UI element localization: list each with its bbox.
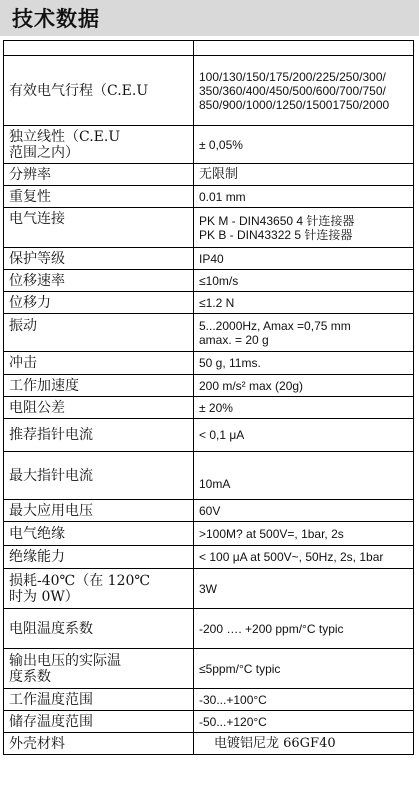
spec-value: PK M - DIN43650 4 针连接器 PK B - DIN43322 5 针连接器 <box>194 208 414 248</box>
spec-value: 60V <box>194 500 414 522</box>
spec-value: ≤10m/s <box>194 270 414 292</box>
spec-label: 保护等级 <box>4 248 194 270</box>
spec-value <box>194 41 414 56</box>
spec-value: IP40 <box>194 248 414 270</box>
spec-value: ± 0,05% <box>194 126 414 164</box>
table-row <box>4 314 414 352</box>
spec-label: 位移速率 <box>4 270 194 292</box>
table-row <box>4 352 414 375</box>
spec-label: 损耗-40℃（在 120℃ 时为 0W） <box>4 569 194 609</box>
spec-value: ± 20% <box>194 397 414 419</box>
spec-label: 外壳材料 <box>4 733 194 755</box>
table-row <box>4 375 414 397</box>
table-row <box>4 292 414 314</box>
spec-label: 最大指针电流 <box>4 452 194 500</box>
spec-value: < 100 μA at 500V~, 50Hz, 2s, 1bar <box>194 546 414 569</box>
spec-label: 最大应用电压 <box>4 500 194 522</box>
spec-label: 振动 <box>4 314 194 352</box>
spec-value: 100/130/150/175/200/225/250/300/ 350/360/400/450/500/600/700/750/ 850/900/1000/1250/15001750/2000 <box>194 56 414 126</box>
table-row <box>4 270 414 292</box>
table-row <box>4 522 414 546</box>
spec-value: 3W <box>194 569 414 609</box>
table-row <box>4 569 414 609</box>
spec-label: 分辨率 <box>4 164 194 186</box>
spec-value: 0.01 mm <box>194 186 414 208</box>
spec-label: 重复性 <box>4 186 194 208</box>
table-row <box>4 186 414 208</box>
spec-value: >100M? at 500V=, 1bar, 2s <box>194 522 414 546</box>
table-row <box>4 609 414 649</box>
table-row <box>4 452 414 500</box>
spec-label: 工作温度范围 <box>4 689 194 711</box>
table-row <box>4 711 414 733</box>
spec-value: 200 m/s² max (20g) <box>194 375 414 397</box>
spec-label: 推荐指针电流 <box>4 419 194 452</box>
spec-value: 5...2000Hz, Amax =0,75 mm amax. = 20 g <box>194 314 414 352</box>
spec-label: 电气连接 <box>4 208 194 248</box>
table-row <box>4 689 414 711</box>
table-row <box>4 419 414 452</box>
spec-value: -50...+120°C <box>194 711 414 733</box>
spec-label: 位移力 <box>4 292 194 314</box>
spec-value: < 0,1 μA <box>194 419 414 452</box>
table-row <box>4 56 414 126</box>
spec-label <box>4 41 194 56</box>
table-row <box>4 41 414 56</box>
table-row <box>4 164 414 186</box>
spec-label: 电阻温度系数 <box>4 609 194 649</box>
spec-label: 电气绝缘 <box>4 522 194 546</box>
spec-value: -200 …. +200 ppm/°C typic <box>194 609 414 649</box>
spec-value: 无限制 <box>194 164 414 186</box>
spec-label: 冲击 <box>4 352 194 375</box>
section-header <box>0 0 419 36</box>
spec-label: 有效电气行程（C.E.U <box>4 56 194 126</box>
spec-label: 工作加速度 <box>4 375 194 397</box>
spec-label: 绝缘能力 <box>4 546 194 569</box>
spec-value: 50 g, 11ms. <box>194 352 414 375</box>
table-row <box>4 208 414 248</box>
spec-label: 独立线性（C.E.U 范围之内） <box>4 126 194 164</box>
table-row <box>4 126 414 164</box>
spec-value: 10mA <box>194 452 414 500</box>
spec-value: ≤5ppm/°C typic <box>194 649 414 689</box>
spec-value: 电镀铝尼龙 66GF40 <box>194 733 414 755</box>
spec-label: 输出电压的实际温 度系数 <box>4 649 194 689</box>
spec-label: 电阻公差 <box>4 397 194 419</box>
spec-value: -30...+100°C <box>194 689 414 711</box>
table-row <box>4 248 414 270</box>
table-row <box>4 397 414 419</box>
table-row <box>4 733 414 755</box>
table-row <box>4 649 414 689</box>
spec-value: ≤1.2 N <box>194 292 414 314</box>
spec-table <box>3 40 414 755</box>
spec-label: 储存温度范围 <box>4 711 194 733</box>
section-title: 技术数据 <box>12 7 100 31</box>
table-row <box>4 546 414 569</box>
table-row <box>4 500 414 522</box>
